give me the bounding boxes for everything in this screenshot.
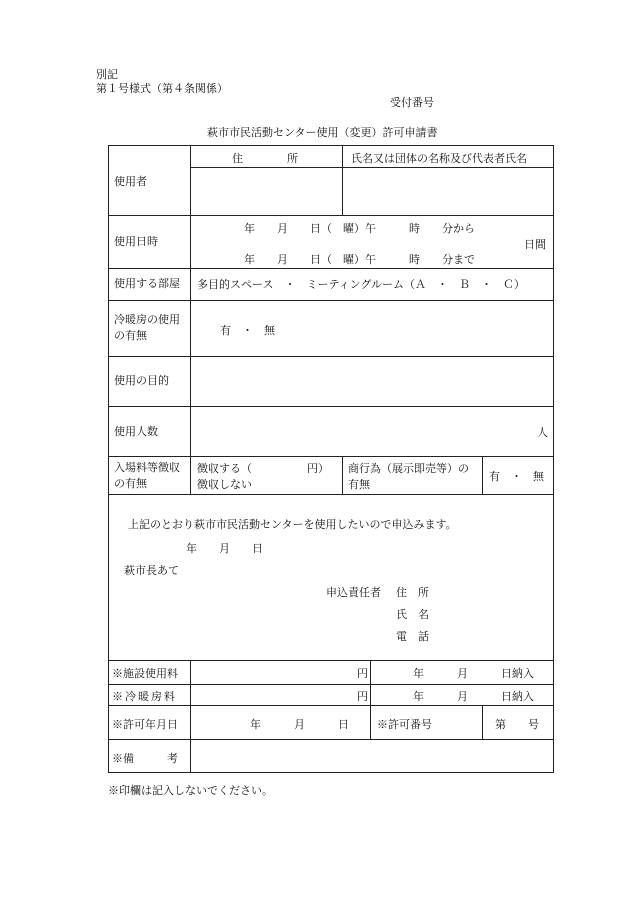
end-datetime-field[interactable]: 年 月 日（ 曜）午 時 分まで bbox=[244, 253, 475, 266]
purpose-label: 使用の目的 bbox=[114, 374, 169, 387]
row-divider bbox=[108, 494, 554, 495]
facility-fee-yen: 円 bbox=[357, 667, 368, 680]
aircon-fee-label: ※冷暖房料 bbox=[112, 690, 177, 703]
row-divider bbox=[190, 167, 554, 168]
column-divider bbox=[342, 456, 343, 494]
attendance-label: 使用人数 bbox=[114, 425, 158, 438]
aircon-label-line1: 冷暖房の使用 bbox=[114, 313, 180, 326]
address-header: 住 所 bbox=[232, 152, 298, 165]
permit-number-value: 第 号 bbox=[495, 718, 539, 731]
row-divider bbox=[108, 660, 554, 661]
column-divider bbox=[190, 660, 191, 773]
row-divider bbox=[108, 456, 554, 457]
facility-fee-label: ※施設使用料 bbox=[112, 667, 178, 680]
permit-number-label: ※許可番号 bbox=[377, 718, 432, 731]
sales-label-line1: 商行為（展示即売等）の bbox=[348, 462, 469, 475]
permit-date-label: ※許可年月日 bbox=[112, 718, 178, 731]
row-divider bbox=[108, 300, 554, 301]
room-options[interactable]: 多目的スペース ・ ミーティングルーム（Ａ ・ Ｂ ・ Ｃ） bbox=[197, 278, 526, 291]
days-suffix: 日間 bbox=[524, 238, 546, 251]
row-divider bbox=[108, 739, 554, 740]
declaration-text: 上記のとおり萩市市民活動センターを使用したいので申込みます。 bbox=[128, 518, 457, 531]
facility-fee-paid-date: 年 月 日納入 bbox=[413, 667, 534, 680]
row-divider bbox=[108, 684, 554, 685]
column-divider bbox=[482, 456, 483, 494]
fee-label-line1: 入場料等徴収 bbox=[114, 461, 180, 474]
column-divider bbox=[370, 705, 371, 739]
aircon-options[interactable]: 有 ・ 無 bbox=[220, 324, 275, 337]
purpose-field[interactable] bbox=[192, 358, 552, 404]
column-divider bbox=[370, 660, 371, 705]
remarks-label: ※備 考 bbox=[112, 752, 178, 765]
addressee: 萩市長あて bbox=[124, 564, 179, 577]
row-divider bbox=[108, 215, 554, 216]
receipt-number-label: 受付番号 bbox=[390, 96, 434, 109]
start-datetime-field[interactable]: 年 月 日（ 曜）午 時 分から bbox=[244, 222, 475, 235]
fee-label-line2: の有無 bbox=[114, 477, 147, 490]
aircon-fee-paid-date: 年 月 日納入 bbox=[413, 690, 534, 703]
form-number: 第１号様式（第４条関係） bbox=[96, 82, 228, 95]
address-field[interactable] bbox=[192, 169, 340, 213]
footnote: ※印欄は記入しないでください。 bbox=[108, 784, 273, 797]
applicant-phone-label: 電 話 bbox=[396, 630, 429, 643]
column-divider bbox=[342, 145, 343, 215]
document-title: 萩市市民活動センター使用（変更）許可申請書 bbox=[207, 126, 438, 139]
attendance-unit: 人 bbox=[537, 426, 548, 439]
applicant-label: 申込責任者 bbox=[326, 586, 381, 599]
sales-options[interactable]: 有 ・ 無 bbox=[489, 470, 544, 483]
permit-date-value: 年 月 日 bbox=[250, 718, 349, 731]
attendance-field[interactable] bbox=[192, 408, 532, 454]
name-field[interactable] bbox=[344, 169, 552, 213]
declaration-date[interactable]: 年 月 日 bbox=[186, 542, 263, 555]
row-divider bbox=[108, 705, 554, 706]
sales-label-line2: 有無 bbox=[348, 478, 370, 491]
row-divider bbox=[108, 406, 554, 407]
usage-datetime-label: 使用日時 bbox=[114, 235, 158, 248]
applicant-address-label: 住 所 bbox=[396, 586, 429, 599]
room-label: 使用する部屋 bbox=[114, 277, 180, 290]
fee-collect-option[interactable]: 徴収する（ 円） bbox=[197, 462, 329, 475]
annex-label: 別記 bbox=[96, 68, 118, 81]
row-divider bbox=[108, 268, 554, 269]
column-divider bbox=[190, 145, 191, 494]
column-divider bbox=[482, 705, 483, 739]
fee-no-collect-option[interactable]: 徴収しない bbox=[197, 478, 252, 491]
name-header: 氏名又は団体の名称及び代表者氏名 bbox=[351, 152, 527, 165]
applicant-name-label: 氏 名 bbox=[396, 608, 429, 621]
aircon-label-line2: の有無 bbox=[114, 329, 147, 342]
row-divider bbox=[108, 356, 554, 357]
aircon-fee-yen: 円 bbox=[357, 690, 368, 703]
user-label: 使用者 bbox=[114, 175, 147, 188]
